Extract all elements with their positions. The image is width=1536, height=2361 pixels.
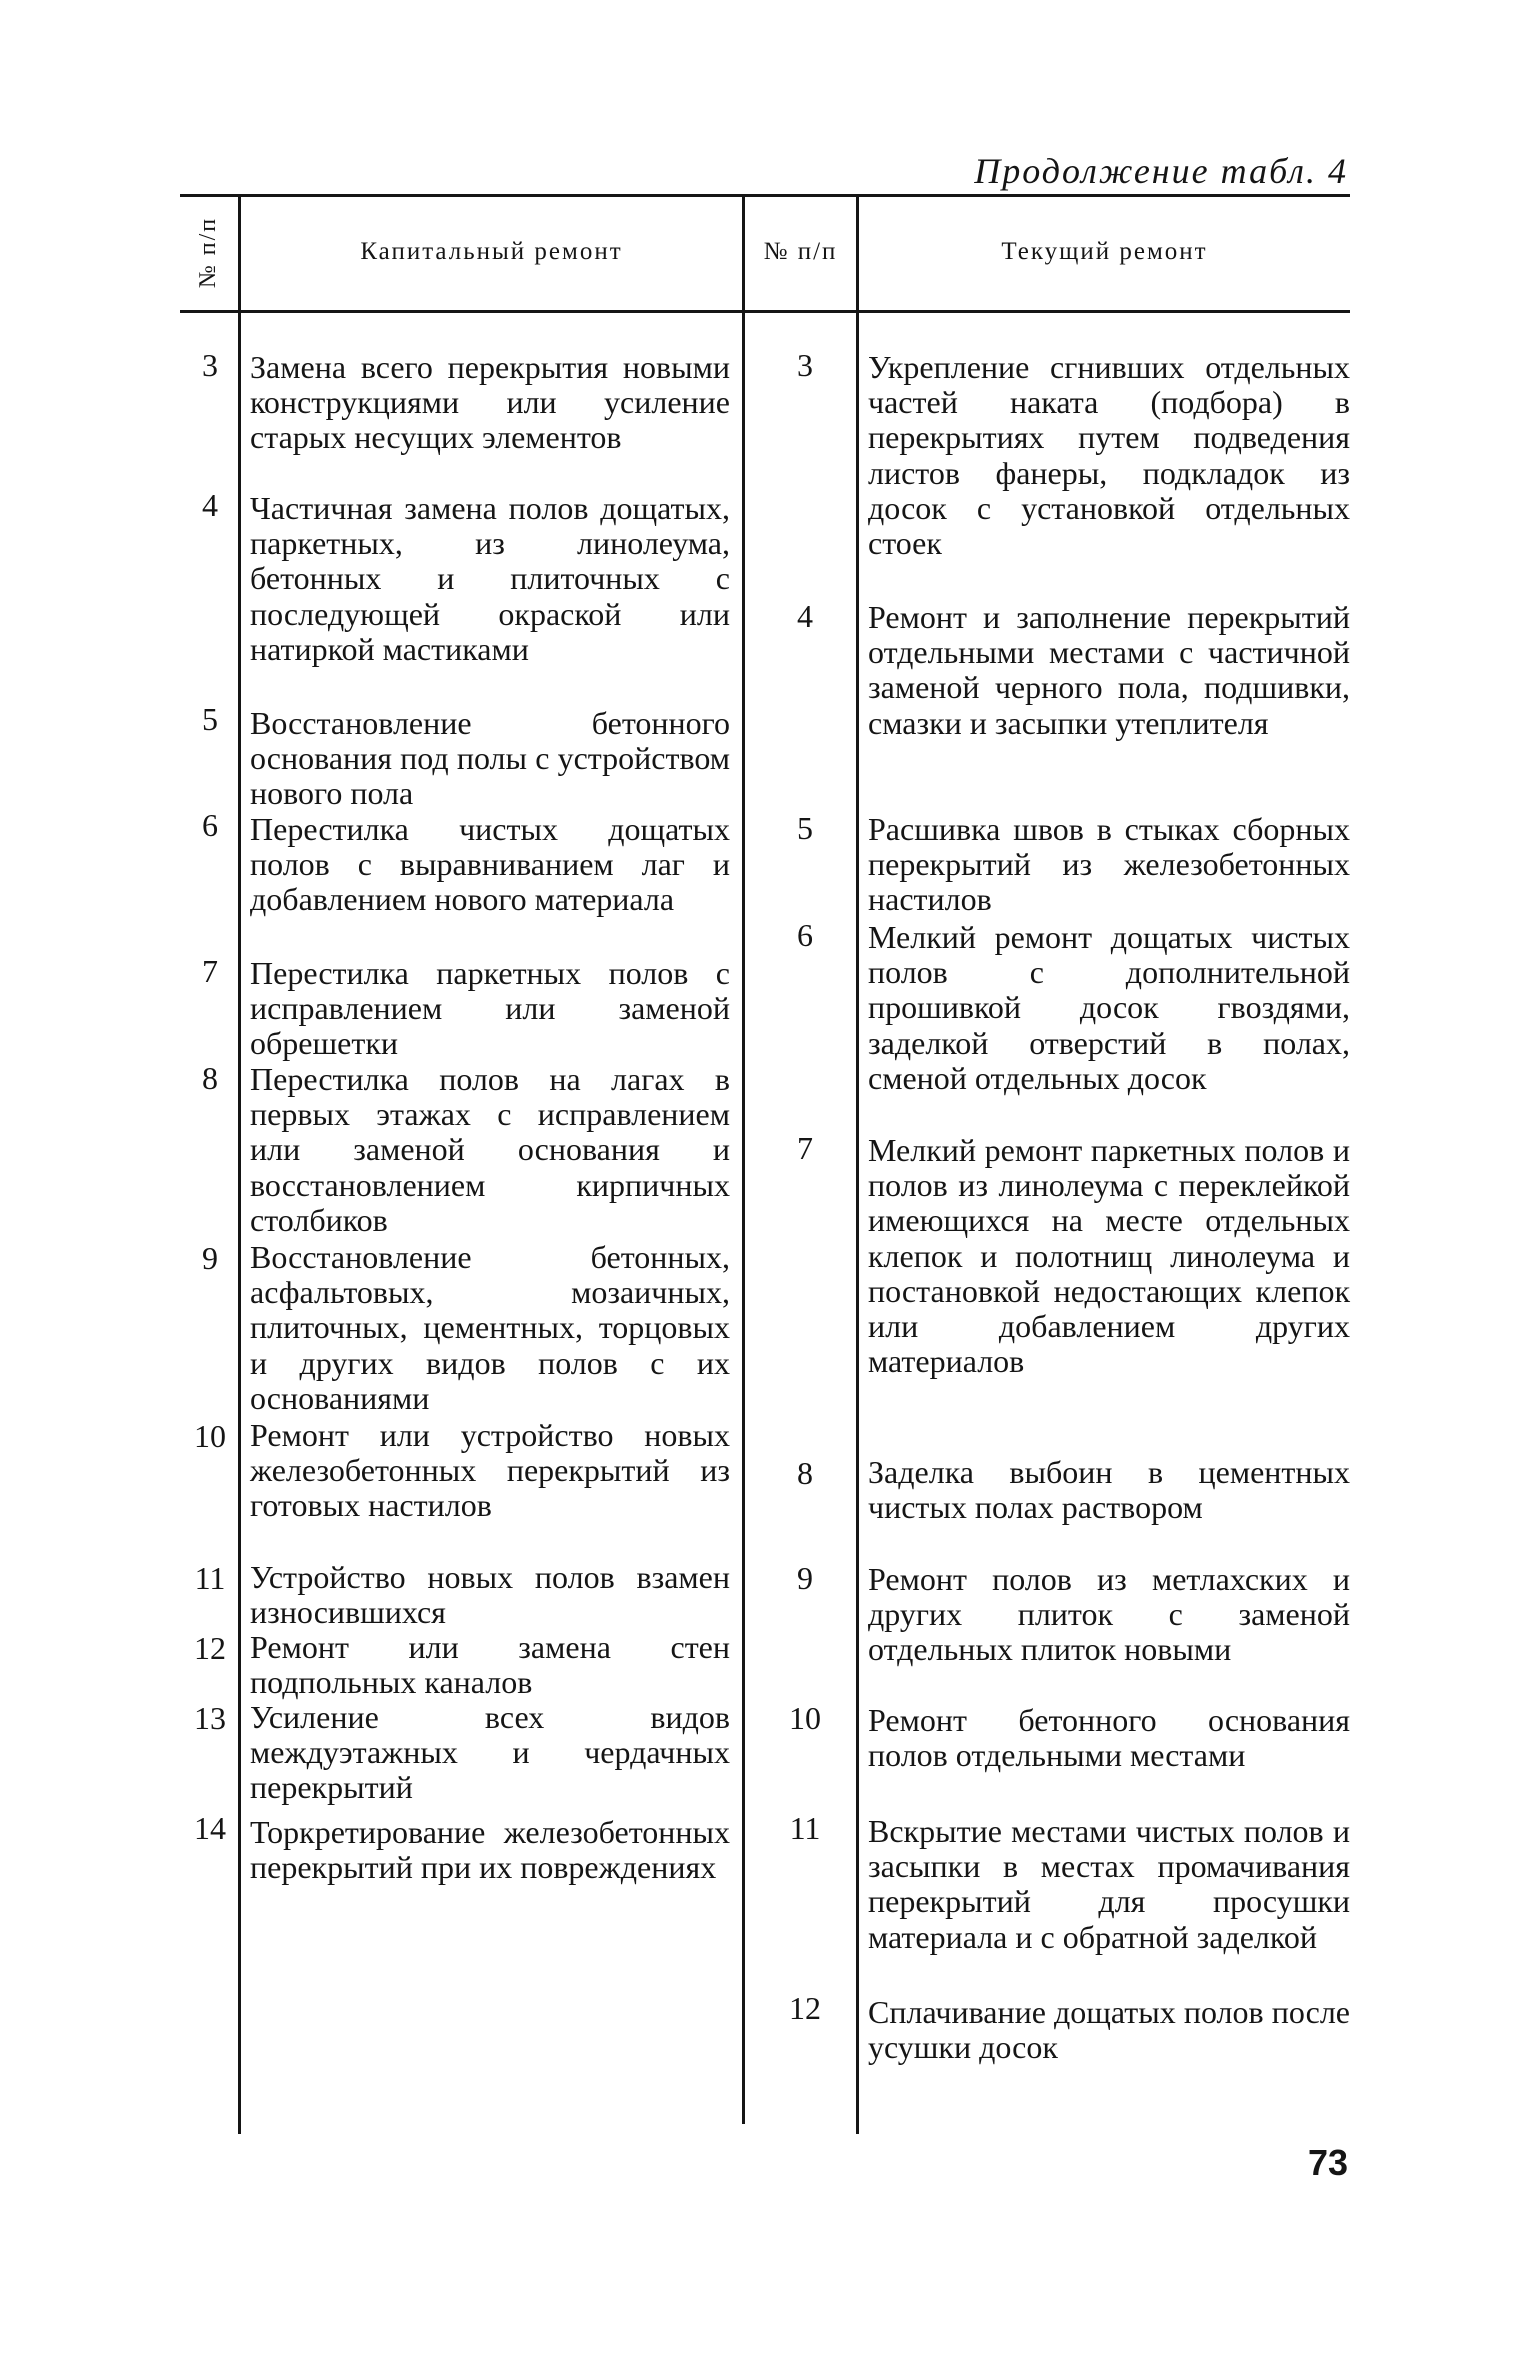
header-current: Текущий ремонт xyxy=(1001,238,1208,265)
current-row-num: 5 xyxy=(797,810,813,846)
current-row-num: 4 xyxy=(797,598,813,634)
current-row-text: Укрепление сгнивших отдельных частей наката (подбора) в перекрытиях путем подведения листов фанеры, подкладок из досок с установкой отдельных стоек xyxy=(868,349,1350,562)
page-number: 73 xyxy=(1307,2142,1348,2183)
current-row-num: 12 xyxy=(789,1990,821,2026)
capital-row-num: 5 xyxy=(202,701,218,737)
table-header-rule xyxy=(180,310,1350,313)
capital-row-num: 11 xyxy=(194,1560,226,1596)
current-row-num: 9 xyxy=(797,1560,813,1596)
capital-row-text: Восстановление бетонного основания под полы с устройством нового пола xyxy=(250,705,730,812)
capital-row-text: Ремонт или замена стен подпольных каналов xyxy=(250,1629,730,1701)
capital-row-num: 4 xyxy=(202,487,218,523)
column-rule-2 xyxy=(742,194,745,2124)
current-row-text: Ремонт бетонного основания полов отдельными местами xyxy=(868,1702,1350,1774)
capital-row-text: Усиление всех видов междуэтажных и чердачных перекрытий xyxy=(250,1699,730,1806)
current-row-num: 11 xyxy=(789,1810,821,1846)
capital-row-num: 14 xyxy=(194,1810,226,1846)
capital-row-text: Торкретирование железобетонных перекрытий при их повреждениях xyxy=(250,1814,730,1886)
current-row-text: Ремонт и заполнение перекрытий отдельными местами с частичной заменой черного пола, подшивки, смазки и засыпки утеплителя xyxy=(868,599,1350,741)
column-rule-3 xyxy=(856,194,859,2134)
capital-row-num: 6 xyxy=(202,807,218,843)
header-num-left: № п/п xyxy=(195,216,222,288)
header-num-right: № п/п xyxy=(763,238,838,265)
capital-row-text: Восстановление бетонных, асфальтовых, мозаичных, плиточных, цементных, торцовых и других видов полов с их основаниями xyxy=(250,1239,730,1416)
current-row-num: 7 xyxy=(797,1130,813,1166)
current-row-text: Мелкий ремонт дощатых чистых полов с дополнительной прошивкой досок гвоздями, заделкой отверстий в полах, сменой отдельных досок xyxy=(868,919,1350,1096)
capital-row-num: 13 xyxy=(194,1700,226,1736)
current-row-num: 6 xyxy=(797,917,813,953)
capital-row-num: 9 xyxy=(202,1240,218,1276)
current-row-text: Вскрытие местами чистых полов и засыпки в местах промачивания перекрытий для просушки материала и с обратной заделкой xyxy=(868,1813,1350,1955)
current-row-text: Мелкий ремонт паркетных полов и полов из линолеума с переклейкой имеющихся на месте отдельных клепок и полотнищ линолеума и постановкой недостающих клепок или добавлением других материалов xyxy=(868,1132,1350,1380)
current-row-num: 3 xyxy=(797,347,813,383)
capital-row-text: Перестилка полов на лагах в первых этажах с исправлением или заменой основания и восстановлением кирпичных столбиков xyxy=(250,1061,730,1238)
capital-row-num: 10 xyxy=(194,1418,226,1454)
header-capital: Капитальный ремонт xyxy=(360,238,623,265)
current-row-text: Ремонт полов из метлахских и других плиток с заменой отдельных плиток новыми xyxy=(868,1561,1350,1668)
header-num-left-cell xyxy=(180,196,238,308)
capital-row-text: Устройство новых полов взамен износившихся xyxy=(250,1559,730,1631)
current-row-text: Сплачивание дощатых полов после усушки досок xyxy=(868,1994,1350,2066)
capital-row-text: Перестилка чистых дощатых полов с выравниванием лаг и добавлением нового материала xyxy=(250,811,730,918)
capital-row-num: 12 xyxy=(194,1630,226,1666)
current-row-text: Расшивка швов в стыках сборных перекрытий из железобетонных настилов xyxy=(868,811,1350,918)
current-row-text: Заделка выбоин в цементных чистых полах раствором xyxy=(868,1454,1350,1526)
capital-row-text: Перестилка паркетных полов с исправлением или заменой обрешетки xyxy=(250,955,730,1062)
capital-row-num: 3 xyxy=(202,347,218,383)
capital-row-num: 7 xyxy=(202,953,218,989)
capital-row-text: Замена всего перекрытия новыми конструкциями или усиление старых несущих элементов xyxy=(250,349,730,456)
current-row-num: 8 xyxy=(797,1455,813,1491)
current-row-num: 10 xyxy=(789,1700,821,1736)
capital-row-text: Частичная замена полов дощатых, паркетных, из линолеума, бетонных и плиточных с последующей окраской или натиркой мастиками xyxy=(250,490,730,667)
capital-row-text: Ремонт или устройство новых железобетонных перекрытий из готовых настилов xyxy=(250,1417,730,1524)
capital-row-num: 8 xyxy=(202,1060,218,1096)
table-caption: Продолжение табл. 4 xyxy=(974,151,1348,191)
